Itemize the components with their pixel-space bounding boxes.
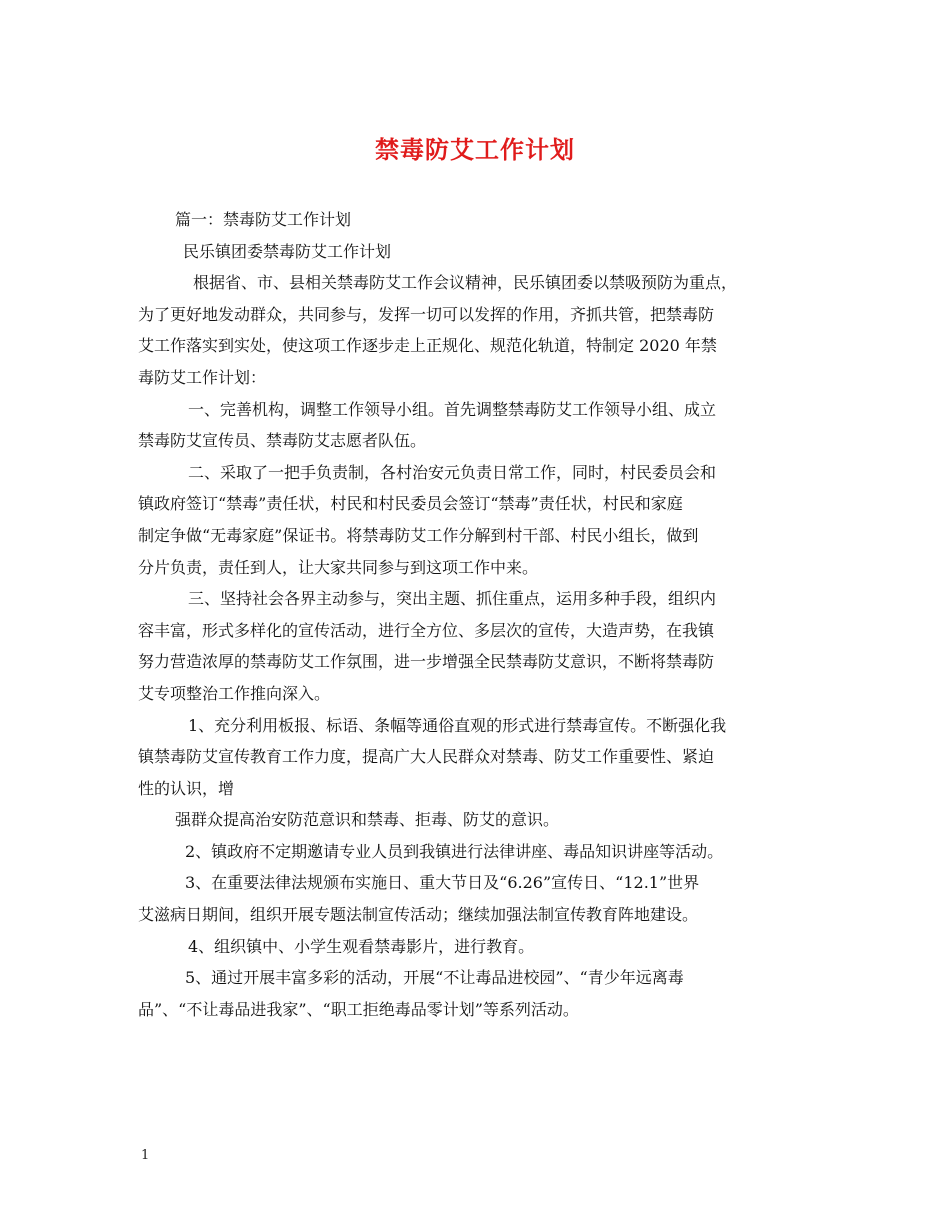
- body-line: 篇一：禁毒防艾工作计划: [175, 210, 352, 229]
- body-line: 镇政府签订“禁毒”责任状，村民和村民委员会签订“禁毒”责任状，村民和家庭: [138, 494, 683, 514]
- body-line: 2、镇政府不定期邀请专业人员到我镇进行法律讲座、毒品知识讲座等活动。: [185, 841, 724, 861]
- body-line: 三、坚持社会各界主动参与，突出主题、抓住重点，运用多种手段，组织内: [188, 589, 717, 609]
- body-line: 1、充分利用板报、标语、条幅等通俗直观的形式进行禁毒宣传。不断强化我: [188, 715, 727, 735]
- body-line: 民乐镇团委禁毒防艾工作计划: [183, 241, 392, 261]
- body-line: 努力营造浓厚的禁毒防艾工作氛围，进一步增强全民禁毒防艾意识，不断将禁毒防: [138, 652, 715, 672]
- document-title: 禁毒防艾工作计划: [375, 136, 575, 164]
- body-line: 禁毒防艾宣传员、禁毒防艾志愿者队伍。: [138, 431, 427, 451]
- body-line: 毒防艾工作计划：: [138, 367, 267, 387]
- body-line: 艾工作落实到实处，使这项工作逐步走上正规化、规范化轨道，特制定 2020 年禁: [138, 336, 717, 356]
- body-line: 根据省、市、县相关禁毒防艾工作会议精神，民乐镇团委以禁吸预防为重点，: [193, 273, 738, 293]
- body-line: 为了更好地发动群众，共同参与，发挥一切可以发挥的作用，齐抓共管，把禁毒防: [138, 304, 715, 324]
- body-line: 4、组织镇中、小学生观看禁毒影片，进行教育。: [188, 936, 535, 956]
- body-line: 强群众提高治安防范意识和禁毒、拒毒、防艾的意识。: [175, 810, 560, 830]
- body-line: 容丰富，形式多样化的宣传活动，进行全方位、多层次的宣传，大造声势，在我镇: [138, 620, 715, 640]
- body-line: 3、在重要法律法规颁布实施日、重大节日及“6.26”宣传日、“12.1”世界: [185, 873, 700, 893]
- page-number: 1: [141, 1148, 150, 1163]
- body-line: 艾专项整治工作推向深入。: [138, 683, 331, 703]
- body-line: 分片负责，责任到人，让大家共同参与到这项工作中来。: [138, 557, 539, 577]
- document-body: [138, 204, 820, 1025]
- body-line: 品”、“不让毒品进我家”、“职工拒绝毒品零计划”等系列活动。: [138, 999, 579, 1019]
- body-line: 镇禁毒防艾宣传教育工作力度，提高广大人民群众对禁毒、防艾工作重要性、紧迫: [138, 747, 715, 767]
- body-line: 制定争做“无毒家庭”保证书。将禁毒防艾工作分解到村干部、村民小组长，做到: [138, 525, 699, 545]
- body-line: 艾滋病日期间，组织开展专题法制宣传活动；继续加强法制宣传教育阵地建设。: [138, 905, 699, 925]
- body-line: 5、通过开展丰富多彩的活动，开展“不让毒品进校园”、“青少年远离毒: [185, 968, 684, 988]
- body-line: 性的认识，增: [138, 778, 235, 798]
- body-line: 一、完善机构，调整工作领导小组。首先调整禁毒防艾工作领导小组、成立: [188, 399, 717, 419]
- body-line: 二、采取了一把手负责制，各村治安元负责日常工作，同时，村民委员会和: [188, 462, 717, 482]
